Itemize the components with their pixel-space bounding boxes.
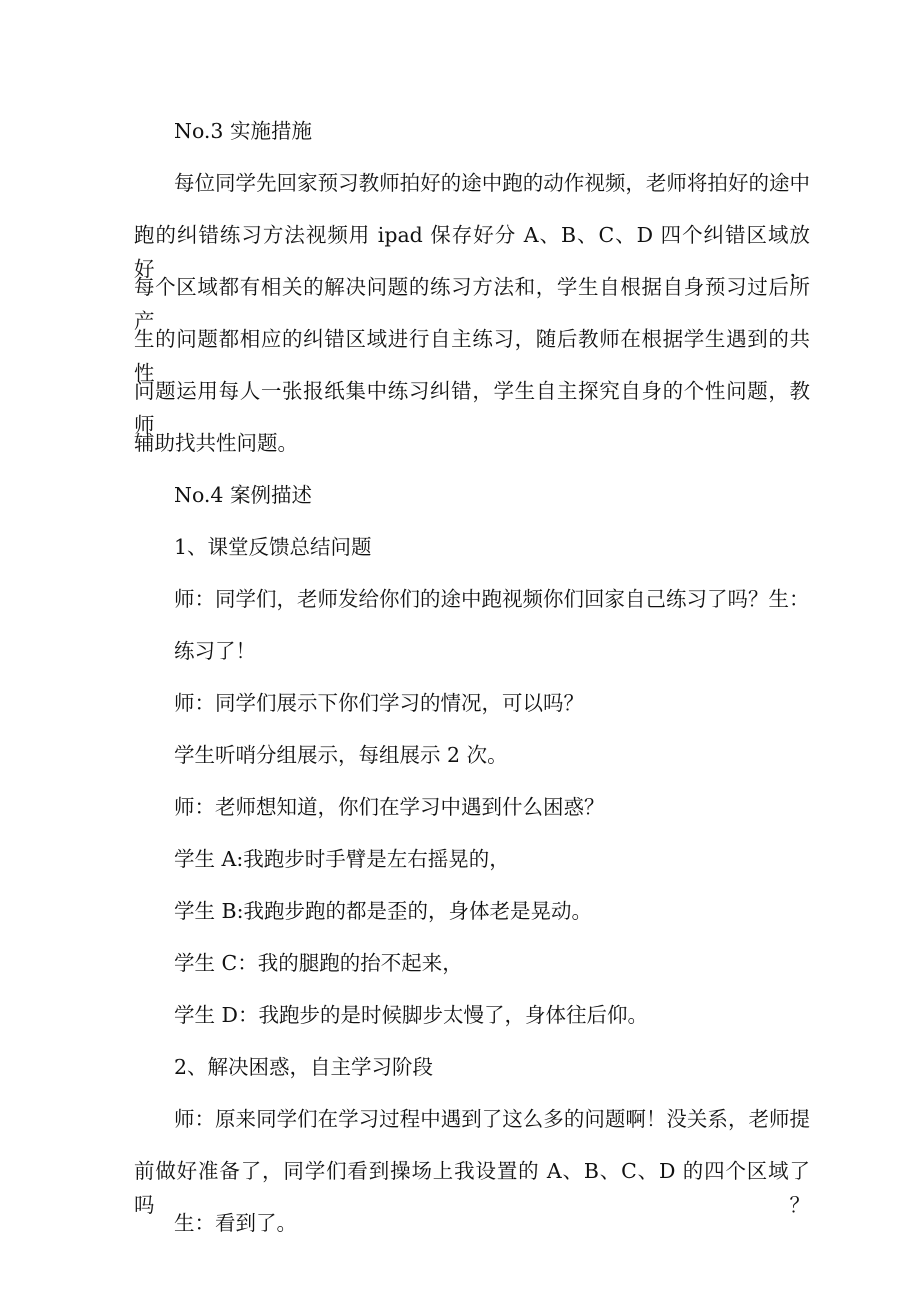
dialogue-line: 师：原来同学们在学习过程中遇到了这么多的问题啊！没关系，老师提 [174, 1107, 810, 1131]
dialogue-line: 学生 D：我跑步的是时候脚步太慢了，身体往后仰。 [174, 1003, 648, 1027]
dialogue-line: 师：同学们，老师发给你们的途中跑视频你们回家自己练习了吗？生： [174, 587, 810, 611]
paragraph-line: 辅助找共性问题。 [134, 431, 298, 455]
paragraph-line: 生的问题都相应的纠错区域进行自主练习，随后教师在根据学生遇到的共性 [134, 327, 810, 385]
dialogue-line: 师：同学们展示下你们学习的情况，可以吗？ [174, 691, 584, 715]
dialogue-line: 学生听哨分组展示，每组展示 2 次。 [174, 743, 508, 767]
heading-no4: No.4 案例描述 [174, 483, 312, 507]
dialogue-line: 师：老师想知道，你们在学习中遇到什么困惑？ [174, 795, 605, 819]
paragraph-measures [134, 166, 810, 478]
dialogue-line: 前做好准备了，同学们看到操场上我设置的 A、B、C、D 的四个区域了吗？ [134, 1159, 810, 1217]
section2-title: 2、解决困惑，自主学习阶段 [174, 1055, 434, 1079]
dialogue-line: 练习了！ [174, 639, 256, 663]
paragraph-line: 跑的纠错练习方法视频用 ipad 保存好分 A、B、C、D 四个纠错区域放好， [134, 223, 810, 281]
paragraph-line: 问题运用每人一张报纸集中练习纠错，学生自主探究自身的个性问题，教师 [134, 379, 810, 437]
dialogue-section1 [134, 582, 810, 1050]
paragraph-line: 每位同学先回家预习教师拍好的途中跑的动作视频，老师将拍好的途中 [174, 171, 810, 195]
paragraph-line: 每个区域都有相关的解决问题的练习方法和，学生自根据自身预习过后所产 [134, 275, 810, 333]
dialogue-line: 生：看到了。 [174, 1211, 297, 1235]
dialogue-line: 学生 B:我跑步跑的都是歪的，身体老是晃动。 [174, 899, 592, 923]
dialogue-line: 学生 A:我跑步时手臂是左右摇晃的， [174, 847, 510, 871]
dialogue-line: 学生 C：我的腿跑的抬不起来， [174, 951, 463, 975]
dialogue-section2 [134, 1102, 810, 1258]
section1-title: 1、课堂反馈总结问题 [174, 535, 372, 559]
heading-no3: No.3 实施措施 [174, 119, 312, 143]
